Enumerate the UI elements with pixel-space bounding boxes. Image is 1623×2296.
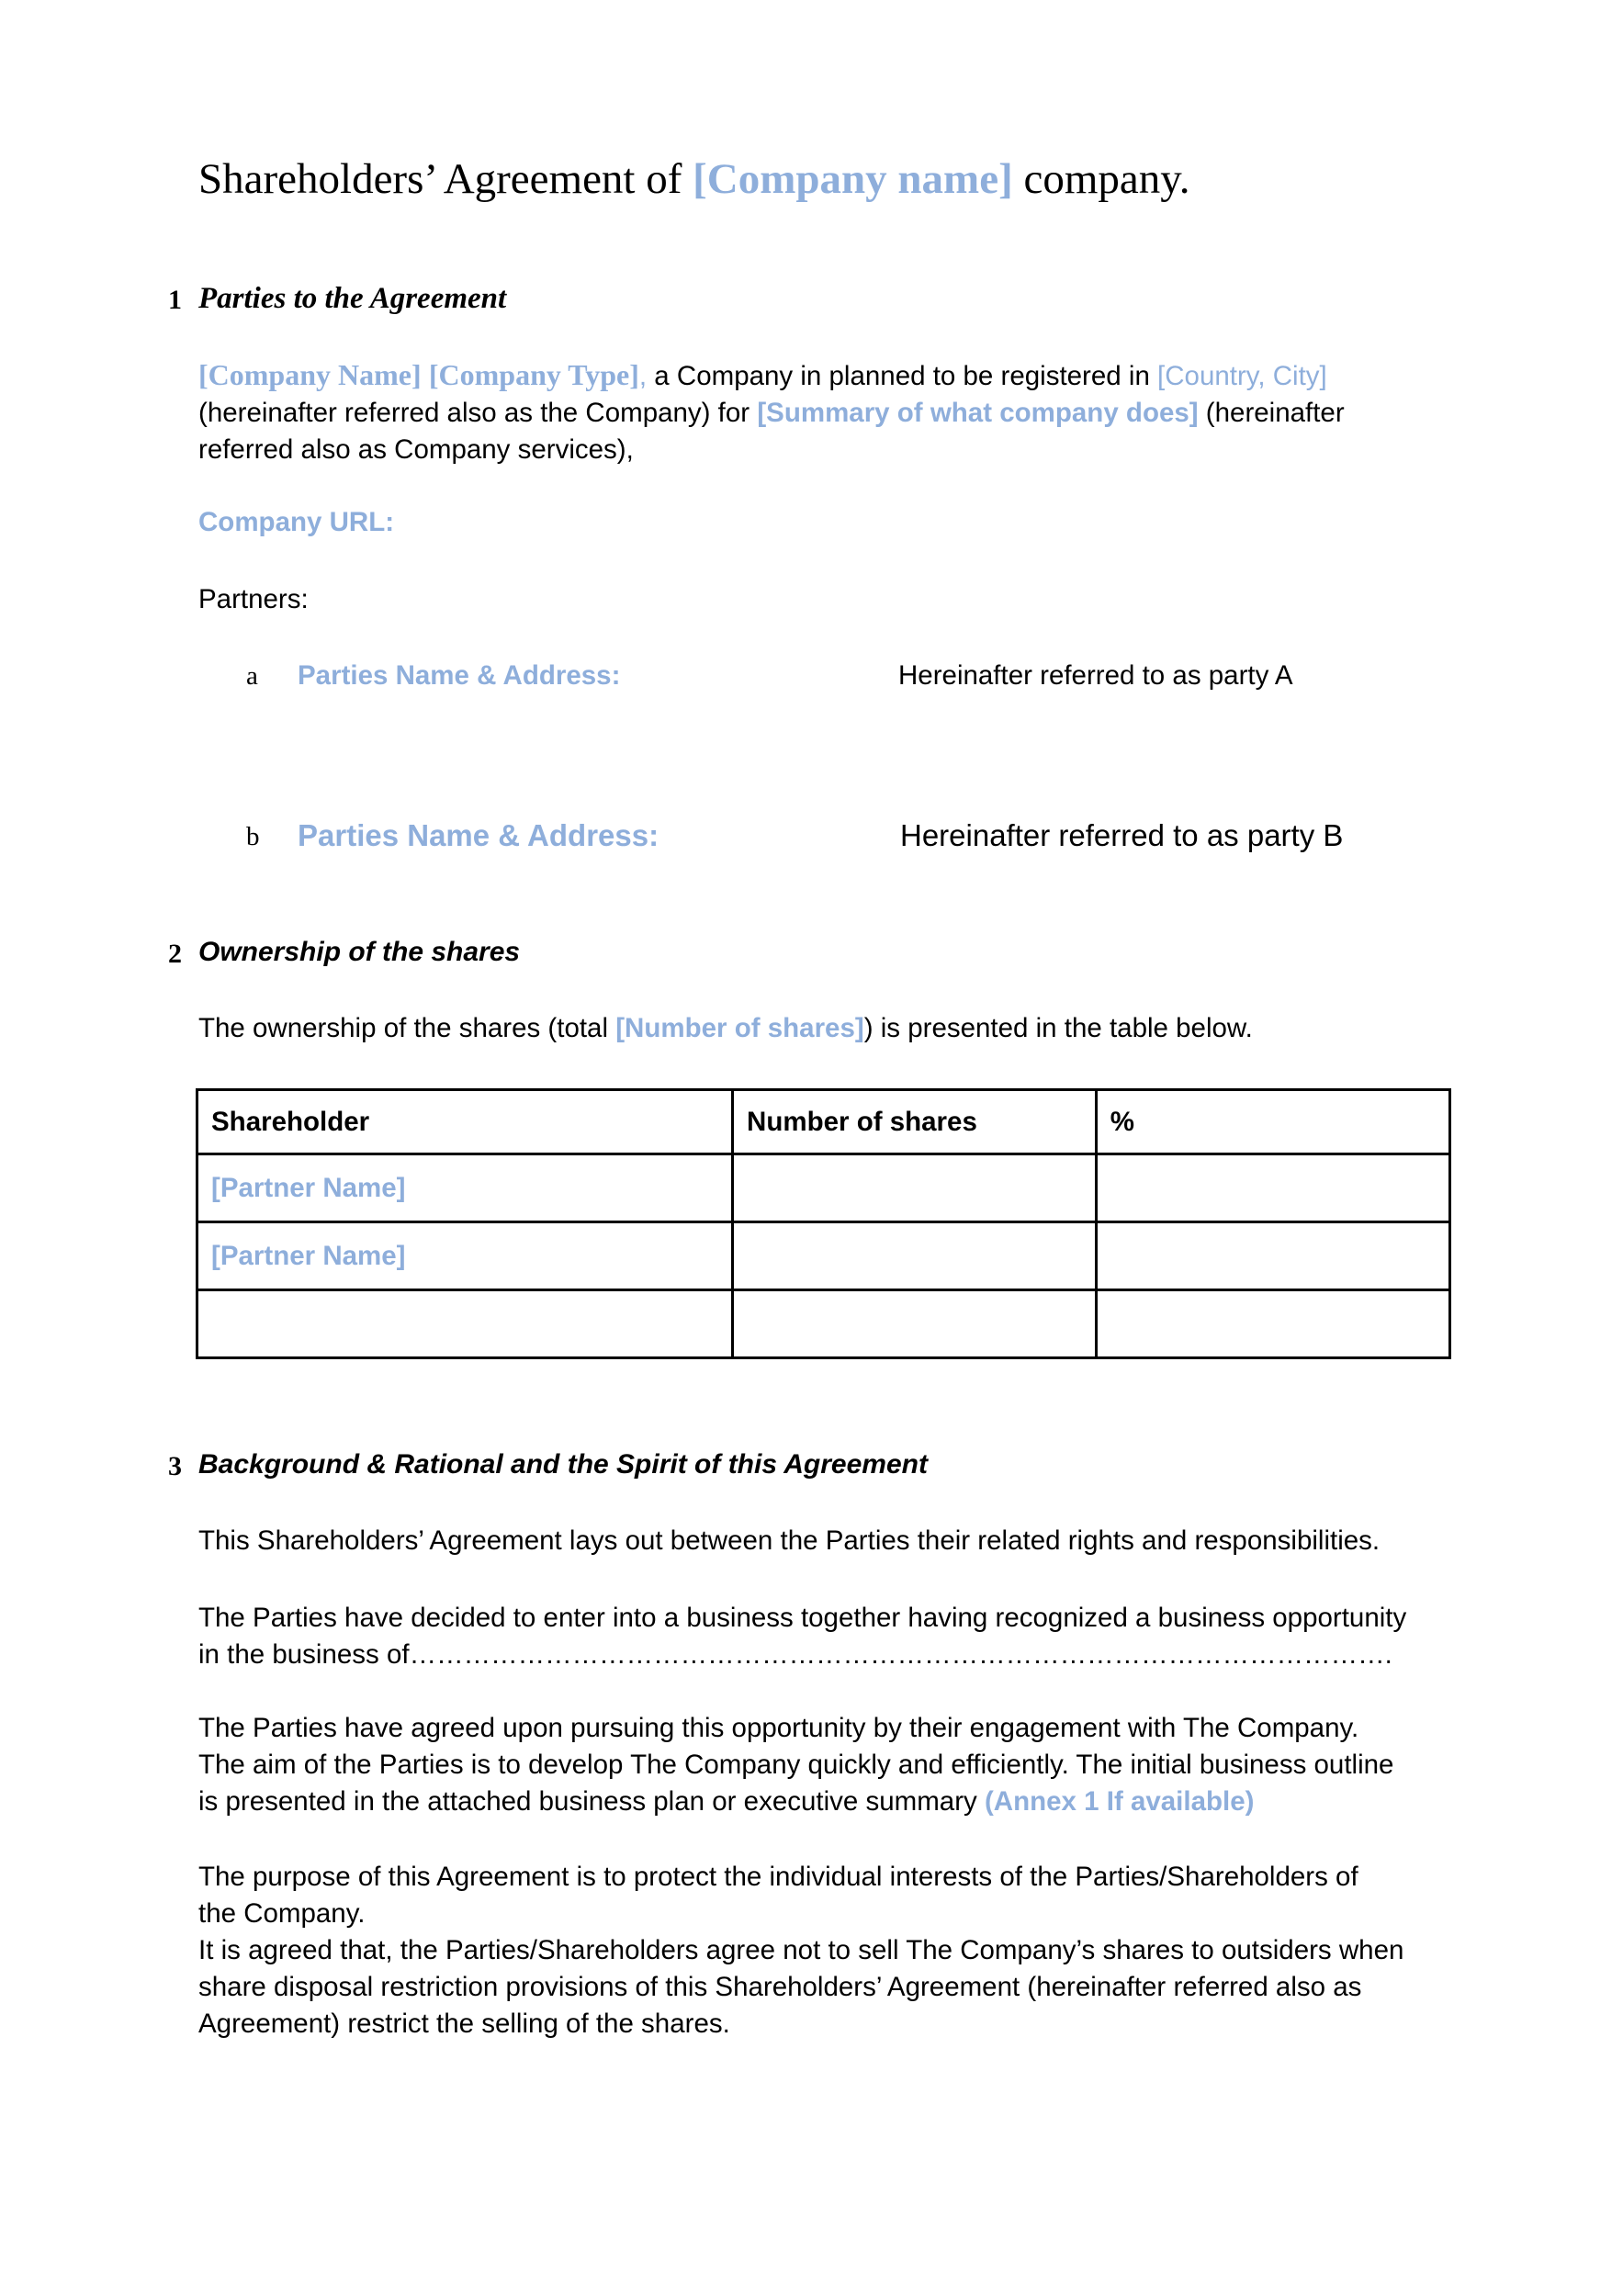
shares-ownership-text (198, 1010, 1448, 1047)
shares-percent-cell[interactable] (1096, 1290, 1449, 1358)
title-suffix: company. (1012, 155, 1190, 203)
company-url-label[interactable]: Company URL: (198, 507, 395, 537)
header-shareholder: Shareholder (197, 1090, 733, 1154)
background-paragraph-4 (198, 1859, 1448, 2043)
shares-count-cell[interactable] (733, 1290, 1097, 1358)
shares-percent-cell[interactable] (1096, 1222, 1449, 1290)
header-percent: % (1096, 1090, 1449, 1154)
company-type-field[interactable]: [Company Type] (428, 358, 639, 391)
header-number-of-shares: Number of shares (733, 1090, 1097, 1154)
annex-1-placeholder[interactable]: (Annex 1 If available) (984, 1786, 1255, 1817)
parties-intro-line-3: referred also as Company services), (198, 434, 634, 465)
party-a-letter: a (246, 661, 258, 691)
table-row (197, 1154, 1450, 1222)
shares-count-cell[interactable] (733, 1222, 1097, 1290)
intro-text-1: a Company in planned to be registered in (647, 361, 1158, 391)
shares-text-after: ) is presented in the table below. (863, 1013, 1253, 1043)
shares-ownership-line (198, 1010, 1448, 1047)
country-city-field[interactable]: [Country, City] (1157, 361, 1327, 391)
shares-text-before: The ownership of the shares (total (198, 1013, 616, 1043)
section-3-heading: Background & Rational and the Spirit of this Agreement (198, 1449, 928, 1480)
intro-line2-text-1: (hereinafter referred also as the Company) for (198, 398, 758, 428)
intro-comma: , (638, 361, 648, 391)
background-p3-line-3 (198, 1784, 1448, 1820)
section-2-number: 2 (168, 939, 182, 969)
background-paragraph-1 (198, 1523, 1448, 1559)
intro-line2-text-2: (hereinafter (1198, 398, 1345, 428)
partner-name-cell[interactable]: [Partner Name] (197, 1154, 733, 1222)
background-paragraph-2 (198, 1600, 1448, 1673)
parties-intro-line-2 (198, 395, 1448, 432)
background-p4-line-1: The purpose of this Agreement is to protect the individual interests of the Parties/Shareholders of (198, 1862, 1358, 1892)
parties-intro-line-1 (198, 356, 1448, 395)
section-1-number: 1 (168, 285, 182, 315)
background-p4-line-3: It is agreed that, the Parties/Shareholders agree not to sell The Company’s shares to outsiders when (198, 1935, 1404, 1965)
company-name-field[interactable]: [Company Name] (198, 358, 422, 391)
document-title (198, 154, 1189, 204)
table-row (197, 1290, 1450, 1358)
table-row (197, 1222, 1450, 1290)
section-3-number: 3 (168, 1451, 182, 1481)
background-p3-line-2: The aim of the Parties is to develop The Company quickly and efficiently. The initial business outline (198, 1750, 1394, 1780)
title-prefix: Shareholders’ Agreement of (198, 155, 693, 203)
background-p3-line-1: The Parties have agreed upon pursuing this opportunity by their engagement with The Company. (198, 1713, 1359, 1743)
shares-table (196, 1088, 1451, 1359)
background-p2-line-1: The Parties have decided to enter into a business together having recognized a business opportunity (198, 1603, 1407, 1633)
party-a-reference: Hereinafter referred to as party A (898, 660, 1293, 691)
background-p4-line-4: share disposal restriction provisions of this Shareholders’ Agreement (hereinafter referred also as (198, 1972, 1362, 2002)
section-1-heading: Parties to the Agreement (198, 282, 507, 315)
shares-percent-cell[interactable] (1096, 1154, 1449, 1222)
party-b-reference: Hereinafter referred to as party B (900, 818, 1344, 852)
party-b-name-field[interactable]: Parties Name & Address: (298, 818, 659, 852)
partners-label: Partners: (198, 584, 309, 614)
section-2-heading: Ownership of the shares (198, 937, 521, 967)
partner-name-cell[interactable] (197, 1290, 733, 1358)
partner-name-cell[interactable]: [Partner Name] (197, 1222, 733, 1290)
background-p3-line-3-text: is presented in the attached business plan or executive summary (198, 1786, 985, 1817)
background-p1-line: This Shareholders’ Agreement lays out between the Parties their related rights and responsibilities. (198, 1525, 1381, 1556)
party-b-letter: b (246, 822, 260, 851)
business-of-blank-line[interactable]: in the business of………………………………………………………………………………………………. (198, 1639, 1392, 1670)
shares-count-cell[interactable] (733, 1154, 1097, 1222)
parties-intro-paragraph (198, 356, 1448, 468)
background-p4-line-2: the Company. (198, 1898, 366, 1929)
number-of-shares-field[interactable]: [Number of shares] (615, 1013, 864, 1043)
background-p4-line-5: Agreement) restrict the selling of the shares. (198, 2009, 730, 2039)
background-paragraph-3 (198, 1710, 1448, 1820)
party-a-name-field[interactable]: Parties Name & Address: (298, 660, 621, 691)
company-summary-field[interactable]: [Summary of what company does] (757, 398, 1199, 428)
company-name-placeholder[interactable]: [Company name] (693, 155, 1013, 203)
table-header-row (197, 1090, 1450, 1154)
